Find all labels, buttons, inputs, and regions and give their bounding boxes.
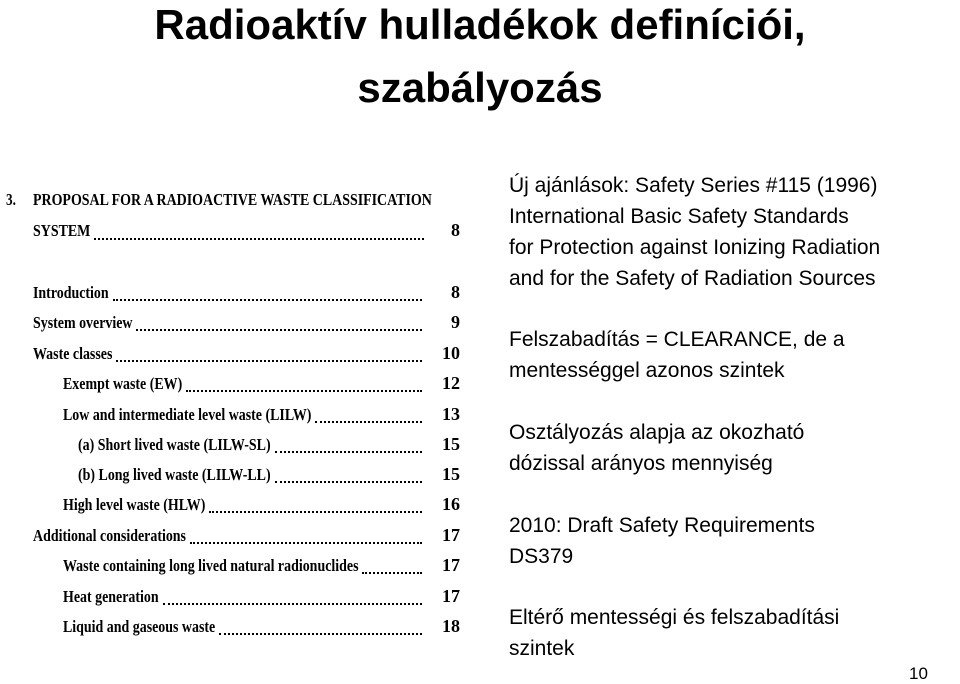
toc-entry-label: Introduction (33, 283, 109, 302)
note-5-line-2: szintek (509, 637, 575, 660)
page-number: 10 (909, 664, 928, 683)
toc-entry-label: High level waste (HLW) (63, 495, 206, 514)
toc-entry-page: 15 (442, 434, 460, 454)
toc-entry-page: 12 (442, 373, 460, 393)
toc-entry-label: Waste containing long lived natural radionuclides (63, 556, 359, 575)
title-line-1: Radioaktív hulladékok definíciói, (154, 1, 806, 48)
toc-leader-dots (209, 511, 422, 513)
toc-entry-page: 17 (442, 555, 460, 575)
toc-leader-dots (219, 633, 422, 635)
toc-leader-dots (116, 360, 422, 362)
toc-leader-dots (275, 451, 422, 453)
note-5-line-1: Eltérő mentességi és felszabadítási (509, 606, 840, 629)
toc-entry-page: 16 (442, 494, 460, 514)
toc-leader-dots (315, 421, 422, 423)
note-4-line-1: 2010: Draft Safety Requirements (509, 514, 815, 537)
table-of-contents-scan (0, 180, 470, 650)
toc-leader-dots (136, 329, 422, 331)
toc-entry-label: Waste classes (33, 344, 113, 363)
toc-heading-line-2: SYSTEM (33, 221, 91, 240)
toc-leader-dots (94, 238, 424, 240)
toc-entry-page: 17 (442, 525, 460, 545)
toc-heading-page: 8 (451, 220, 460, 240)
toc-section-number: 3. (6, 190, 16, 209)
toc-entry-label: System overview (33, 313, 133, 332)
title-line-2: szabályozás (357, 64, 603, 111)
toc-heading-line-1: PROPOSAL FOR A RADIOACTIVE WASTE CLASSIFICATION (33, 190, 432, 209)
toc-entry-page: 17 (442, 586, 460, 606)
toc-entry-page: 8 (451, 282, 460, 302)
toc-leader-dots (113, 299, 422, 301)
toc-entry-page: 18 (442, 616, 460, 636)
note-1-line-4: and for the Safety of Radiation Sources (509, 267, 876, 290)
toc-entry-label: Exempt waste (EW) (63, 374, 183, 393)
note-1-line-2: International Basic Safety Standards (509, 205, 849, 228)
toc-leader-dots (362, 572, 422, 574)
toc-entry-label: Low and intermediate level waste (LILW) (63, 405, 312, 424)
note-1-line-1: Új ajánlások: Safety Series #115 (1996) (509, 174, 878, 197)
toc-entry-label: Additional considerations (33, 526, 186, 545)
toc-entry-page: 15 (442, 464, 460, 484)
note-3-line-2: dózissal arányos mennyiség (509, 452, 773, 475)
note-2-line-1: Felszabadítás = CLEARANCE, de a (509, 328, 845, 351)
toc-entry-page: 9 (451, 312, 460, 332)
toc-leader-dots (186, 390, 422, 392)
toc-entry-page: 13 (442, 404, 460, 424)
toc-entry-label: (a) Short lived waste (LILW-SL) (78, 435, 271, 454)
toc-leader-dots (190, 542, 422, 544)
note-3-line-1: Osztályozás alapja az okozható (509, 421, 805, 444)
toc-entry-page: 10 (442, 343, 460, 363)
toc-entry-label: Heat generation (63, 587, 159, 606)
note-1-line-3: for Protection against Ionizing Radiation (509, 236, 881, 259)
toc-leader-dots (275, 481, 422, 483)
toc-entry-label: Liquid and gaseous waste (63, 617, 216, 636)
note-4-line-2: DS379 (509, 545, 574, 568)
note-2-line-2: mentességgel azonos szintek (509, 359, 785, 382)
toc-leader-dots (163, 603, 422, 605)
toc-entry-label: (b) Long lived waste (LILW-LL) (78, 465, 271, 484)
